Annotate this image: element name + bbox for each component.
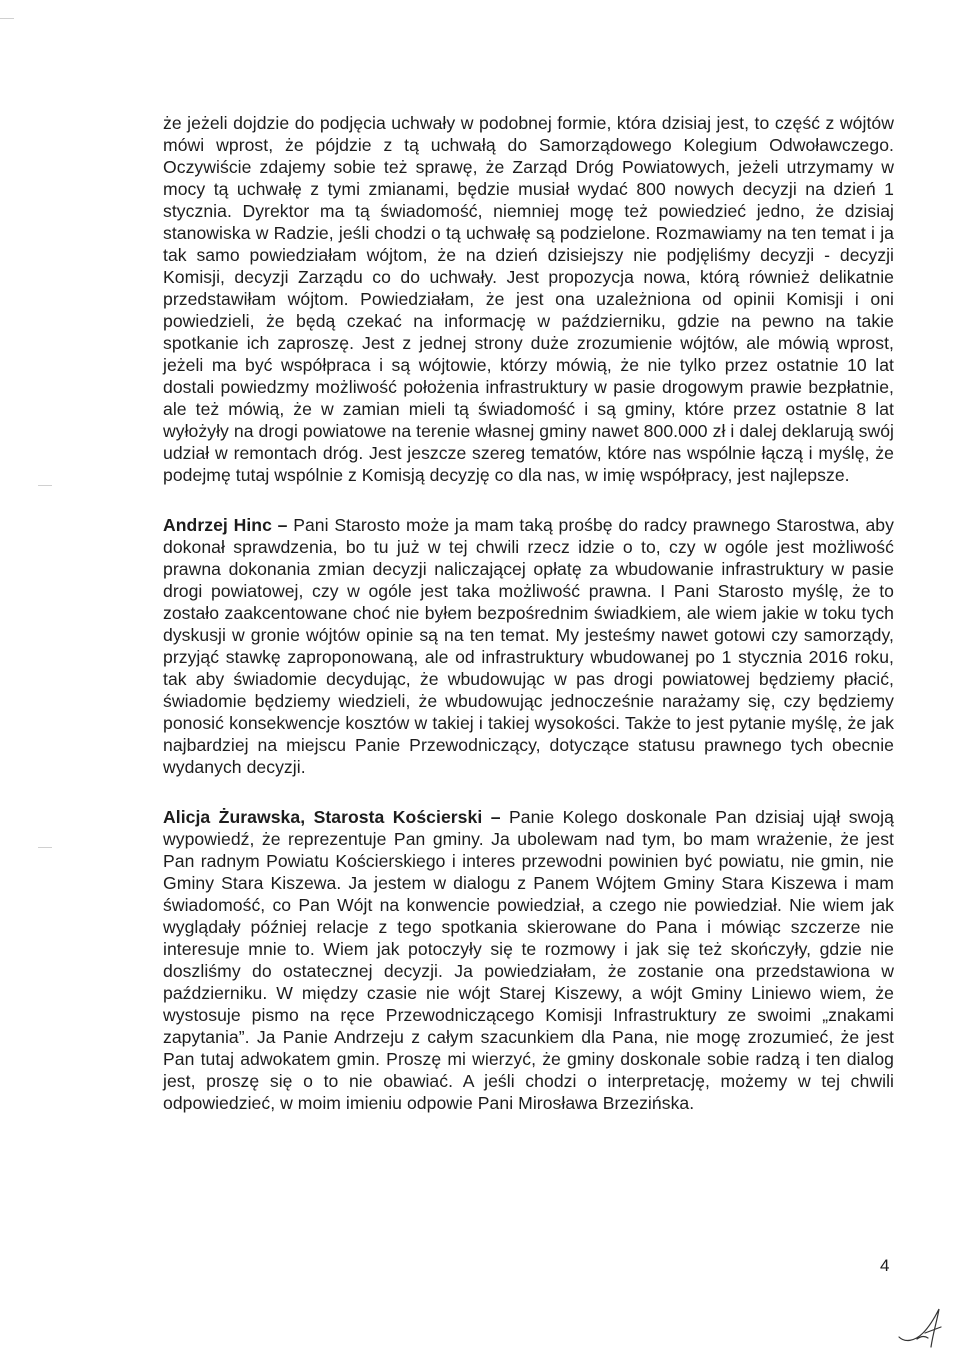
scan-artifact	[38, 847, 52, 848]
paragraph-alicja-zurawska	[163, 806, 894, 1114]
paragraph-text: Pani Starosto może ja mam taką prośbę do radcy prawnego Starostwa, aby dokonał sprawdzenia, bo tu już w tej chwili rzecz idzie o to, czy w ogóle jest możliwość prawna dokonania zmian decyzji naliczającej opłatę za wbudowanie infrastruktury w pasie drogi powiatowej, czy w ogóle jest taka możliwość prawna. I Pani Starosto myślę, że to zostało zaakcentowane choć nie byłem bezpośrednim świadkiem, ale wiem jakie w toku tych dyskusji w gronie wójtów opinie są na ten temat. My jesteśmy nawet gotowi czy samorządy, przyjąć stawkę zaproponowaną, ale od infrastruktury wbudowanej po 1 stycznia 2016 roku, tak aby świadomie decydując, że wbudowując w pas drogi powiatowej będziemy płacić, świadomie będziemy wiedzieli, że wbudowując jednocześnie narażamy się, czy będziemy ponosić konsekwencje kosztów w takiej i takiej wysokości. Także to jest pytanie myślę, że jak najbardziej na miejscu Panie Przewodniczący, dotyczące statusu prawnego tych obecnie wydanych decyzji.	[163, 515, 894, 777]
document-body	[163, 112, 894, 1142]
handwritten-signature	[895, 1303, 955, 1353]
page-number: 4	[880, 1256, 890, 1275]
speaker-name: Andrzej Hinc –	[163, 515, 288, 535]
paragraph-text: Panie Kolego doskonale Pan dzisiaj ujął swoją wypowiedź, że reprezentuje Pan gminy. Ja ubolewam nad tym, bo mam wrażenie, że jest Pan radnym Powiatu Kościerskiego i interes przewodni powinien być powiatu, nie gmin, nie Gminy Stara Kiszewa. Ja jestem w dialogu z Panem Wójtem Gminy Stara Kiszewa i mam świadomość, co Pan Wójt na konwencie powiedział, a czego nie powiedział. Nie wiem jak wyglądały później relacje z tego spotkania skierowane do Pana i mówiąc szczerze nie interesuje mnie to. Wiem jak potoczyły się te rozmowy i jak się też skończyły, gdzie nie doszliśmy do ostatecznej decyzji. Ja powiedziałam, że zostanie ona przedstawiona w październiku. W między czasie nie wójt Starej Kiszewy, a wójt Gminy Liniewo wiem, że wystosuje pismo na ręce Przewodniczącego Komisji Infrastruktury ze swoimi „znakami zapytania”. Ja Panie Andrzeju z całym szacunkiem dla Pana, nie mogę zrozumieć, że jest Pan tutaj adwokatem gmin. Proszę mi wierzyć, że gminy doskonale sobie radzą i ten dialog jest, proszę się o to nie obawiać. A jeśli chodzi o interpretację, możemy w tej chwili odpowiedzieć, w moim imieniu odpowie Pani Mirosława Brzezińska.	[163, 807, 894, 1113]
paragraph-andrzej-hinc	[163, 514, 894, 778]
scan-artifact	[38, 485, 52, 486]
scan-artifact	[0, 18, 14, 19]
paragraph-continuation	[163, 112, 894, 486]
speaker-name: Alicja Żurawska, Starosta Kościerski –	[163, 807, 501, 827]
paragraph-text: że jeżeli dojdzie do podjęcia uchwały w podobnej formie, która dzisiaj jest, to część z wójtów mówi wprost, że pójdzie z tą uchwałą do Samorządowego Kolegium Odwoławczego. Oczywiście zdajemy sobie też sprawę, że Zarząd Dróg Powiatowych, jeżeli utrzymamy w mocy tą uchwałę z tymi zmianami, będzie musiał wydać 800 nowych decyzji na dzień 1 stycznia. Dyrektor ma tą świadomość, niemniej mogę też powiedzieć jedno, że dzisiaj stanowiska w Radzie, jeśli chodzi o tą uchwałę są podzielone. Rozmawiamy na ten temat i ja tak samo powiedziałam wójtom, że na dzień dzisiejszy nie podjęliśmy decyzji - decyzji Komisji, decyzji Zarządu co do uchwały. Jest propozycja nowa, którą również delikatnie przedstawiłam wójtom. Powiedziałam, że jest ona uzależniona od opinii Komisji i oni powiedzieli, że będą czekać na informację w październiku, gdzie na pewno na takie spotkanie ich zaproszę. Jest z jednej strony duże zrozumienie wójtów, ale mówią wprost, jeżeli ma być współpraca i są wójtowie, którzy mówią, że nie tylko przez ostatnie 10 lat dostali powiedzmy możliwość położenia infrastruktury w pasie drogowym prawie bezpłatnie, ale też mówią, że w zamian mieli tą świadomość i są gminy, które przez ostatnie 8 lat wyłożyły na drogi powiatowe na terenie własnej gminy nawet 800.000 zł i dalej deklarują swój udział w remontach dróg. Jest jeszcze szereg tematów, które nas wspólnie łączą i myślę, że podejmę tutaj wspólnie z Komisją decyzję co dla nas, w imię współpracy, jest najlepsze.	[163, 113, 894, 485]
